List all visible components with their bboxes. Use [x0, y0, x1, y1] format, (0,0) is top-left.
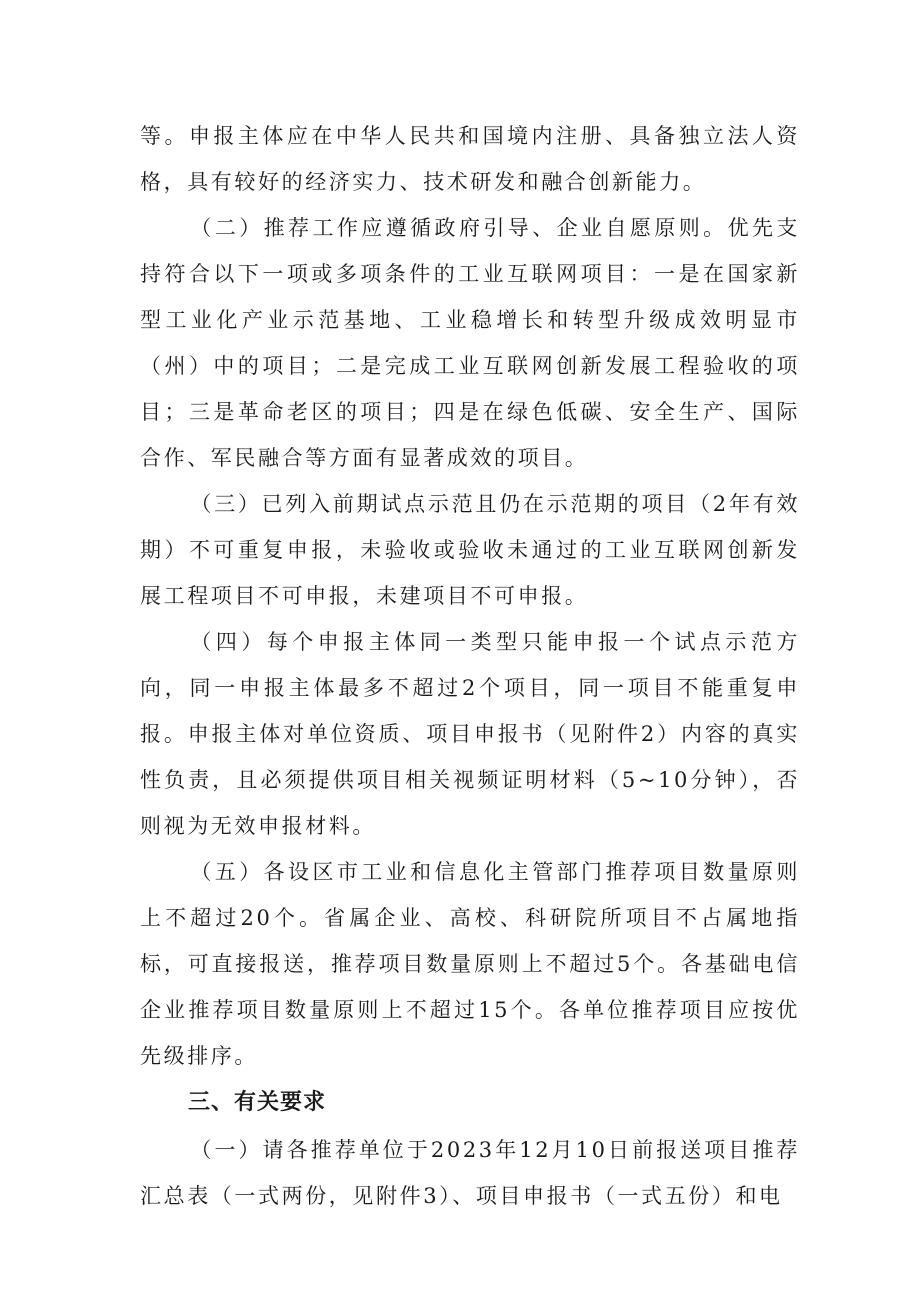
- section-heading: 三、有关要求: [188, 1090, 327, 1115]
- paragraph-continuation: 等。申报主体应在中华人民共和国境内注册、具备独立法人资格，具有较好的经济实力、技术研发和融合创新能力。: [140, 124, 800, 194]
- paragraph-item-4: （四）每个申报主体同一类型只能申报一个试点示范方向，同一申报主体最多不超过2个项目，同一项目不能重复申报。申报主体对单位资质、项目申报书（见附件2）内容的真实性负责，且必须提供项目相关视频证明材料（5~10分钟），否则视为无效申报材料。: [140, 630, 800, 838]
- document-body: [140, 113, 800, 1219]
- paragraph-item-5: （五）各设区市工业和信息化主管部门推荐项目数量原则上不超过20个。省属企业、高校、科研院所项目不占属地指标，可直接报送，推荐项目数量原则上不超过5个。各基础电信企业推荐项目数量原则上不超过15个。各单位推荐项目应按优先级排序。: [140, 860, 800, 1068]
- paragraph-requirement-1: （一）请各推荐单位于2023年12月10日前报送项目推荐汇总表（一式两份，见附件3）、项目申报书（一式五份）和电: [140, 1138, 800, 1208]
- paragraph-item-2: （二）推荐工作应遵循政府引导、企业自愿原则。优先支持符合以下一项或多项条件的工业互联网项目：一是在国家新型工业化产业示范基地、工业稳增长和转型升级成效明显市（州）中的项目；二是完成工业互联网创新发展工程验收的项目；三是革命老区的项目；四是在绿色低碳、安全生产、国际合作、军民融合等方面有显著成效的项目。: [140, 216, 800, 470]
- paragraph-item-3: （三）已列入前期试点示范且仍在示范期的项目（2年有效期）不可重复申报，未验收或验收未通过的工业互联网创新发展工程项目不可申报，未建项目不可申报。: [140, 492, 800, 608]
